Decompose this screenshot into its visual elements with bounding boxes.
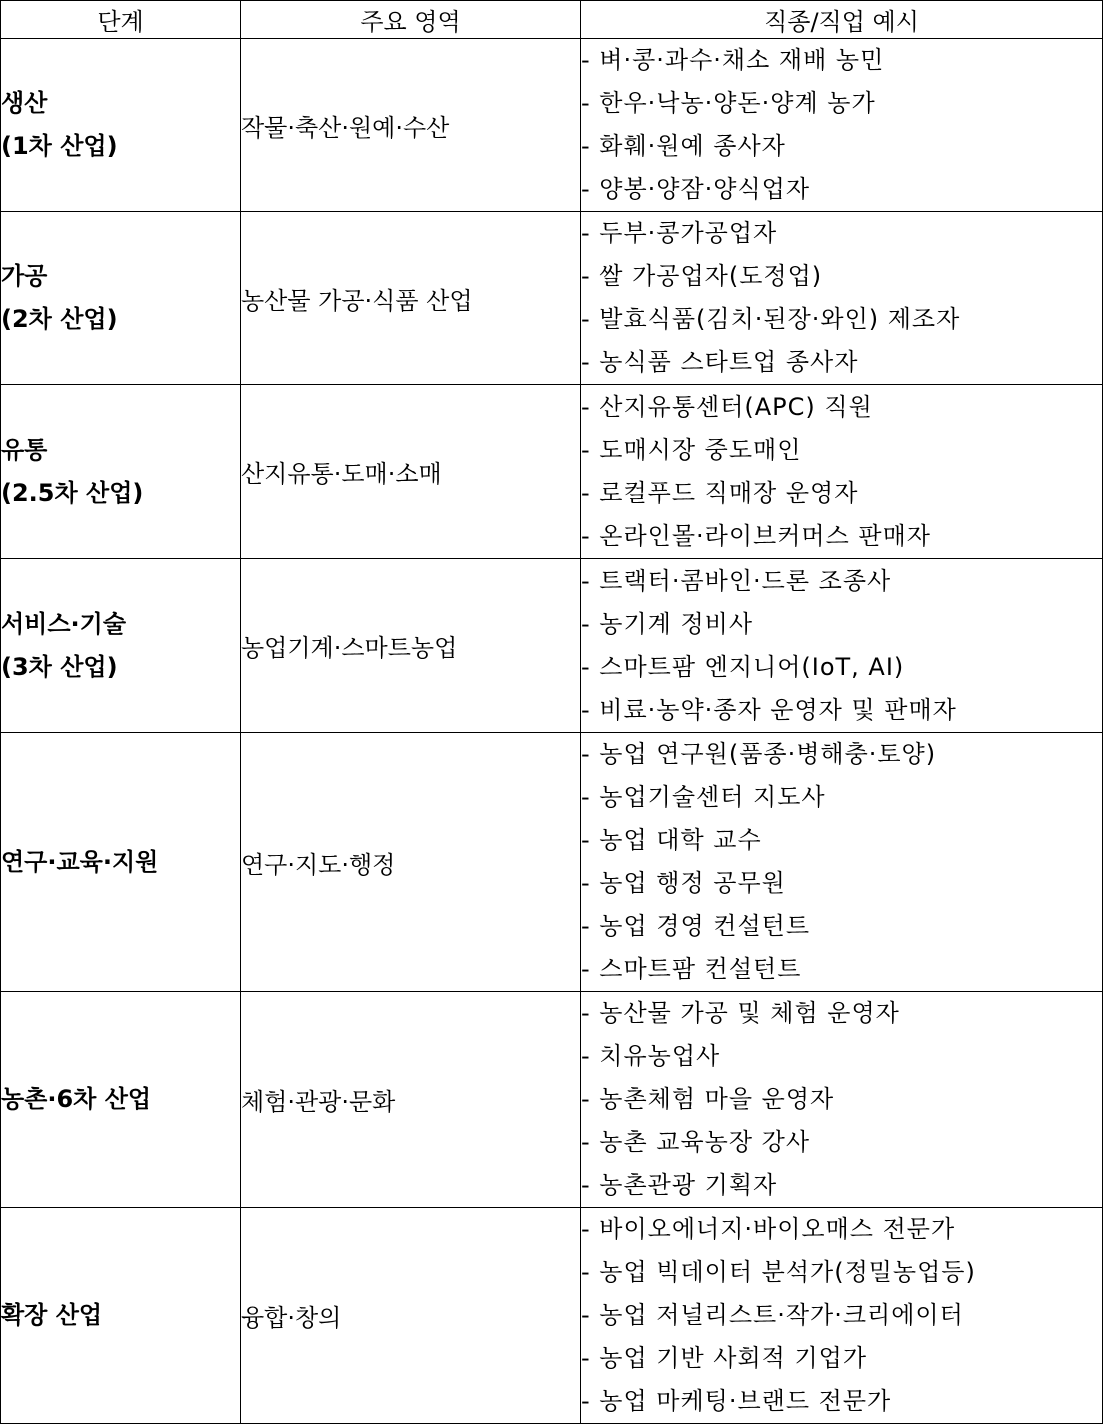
job-item: - 벼·콩·과수·채소 재배 농민 bbox=[581, 46, 885, 74]
jobs-cell bbox=[581, 212, 1103, 385]
job-item: - 발효식품(김치·된장·와인) 제조자 bbox=[581, 305, 961, 333]
table-header-row bbox=[1, 1, 1103, 39]
job-item: - 농업 연구원(품종·병해충·토양) bbox=[581, 740, 937, 768]
area-cell: 산지유통·도매·소매 bbox=[241, 385, 581, 559]
job-item: - 스마트팜 엔지니어(IoT, AI) bbox=[581, 652, 905, 681]
table-row bbox=[1, 992, 1103, 1208]
stage-cell bbox=[1, 992, 241, 1208]
jobs-cell bbox=[581, 1208, 1103, 1424]
job-item: - 양봉·양잠·양식업자 bbox=[581, 175, 811, 203]
header-stage: 단계 bbox=[1, 1, 241, 39]
header-area: 주요 영역 bbox=[241, 1, 581, 39]
stage-name: 확장 산업 bbox=[1, 1301, 103, 1329]
job-item: - 농업 빅데이터 분석가(정밀농업등) bbox=[581, 1258, 976, 1286]
job-item: - 농촌 교육농장 강사 bbox=[581, 1128, 811, 1156]
table-row bbox=[1, 385, 1103, 559]
jobs-cell bbox=[581, 559, 1103, 733]
jobs-cell bbox=[581, 385, 1103, 559]
stage-name: 농촌·6차 산업 bbox=[1, 1085, 152, 1113]
table-row bbox=[1, 559, 1103, 733]
job-item: - 바이오에너지·바이오매스 전문가 bbox=[581, 1215, 956, 1243]
table-row bbox=[1, 733, 1103, 992]
jobs-cell bbox=[581, 733, 1103, 992]
job-item: - 농촌체험 마을 운영자 bbox=[581, 1085, 835, 1113]
job-item: - 농업 행정 공무원 bbox=[581, 869, 786, 897]
stage-sector: (2.5차 산업) bbox=[1, 478, 144, 507]
stage-cell bbox=[1, 212, 241, 385]
area-cell: 체험·관광·문화 bbox=[241, 992, 581, 1208]
stage-name: 생산 bbox=[1, 89, 48, 117]
stage-cell bbox=[1, 385, 241, 559]
job-item: - 화훼·원예 종사자 bbox=[581, 132, 786, 160]
jobs-cell bbox=[581, 39, 1103, 212]
area-cell: 작물·축산·원예·수산 bbox=[241, 39, 581, 212]
stage-sector: (1차 산업) bbox=[1, 132, 118, 160]
stage-name: 서비스·기술 bbox=[1, 609, 127, 638]
stage-cell bbox=[1, 1208, 241, 1424]
job-item: - 치유농업사 bbox=[581, 1042, 721, 1070]
job-item: - 농업 대학 교수 bbox=[581, 826, 762, 854]
area-cell: 융합·창의 bbox=[241, 1208, 581, 1424]
job-item: - 농업 마케팅·브랜드 전문가 bbox=[581, 1387, 892, 1415]
job-item: - 농업 저널리스트·작가·크리에이터 bbox=[581, 1301, 964, 1329]
job-item: - 농식품 스타트업 종사자 bbox=[581, 348, 859, 376]
job-item: - 산지유통센터(APC) 직원 bbox=[581, 392, 873, 421]
job-item: - 쌀 가공업자(도정업) bbox=[581, 262, 823, 290]
header-jobs: 직종/직업 예시 bbox=[581, 1, 1103, 39]
area-cell: 연구·지도·행정 bbox=[241, 733, 581, 992]
stage-name: 연구·교육·지원 bbox=[1, 847, 159, 876]
stage-name: 유통 bbox=[1, 435, 48, 464]
stage-name: 가공 bbox=[1, 262, 48, 290]
job-item: - 로컬푸드 직매장 운영자 bbox=[581, 478, 859, 507]
stage-sector: (2차 산업) bbox=[1, 305, 118, 333]
jobs-cell bbox=[581, 992, 1103, 1208]
job-item: - 비료·농약·종자 운영자 및 판매자 bbox=[581, 695, 957, 724]
stage-cell bbox=[1, 39, 241, 212]
job-item: - 농업 경영 컨설턴트 bbox=[581, 912, 811, 940]
stage-sector: (3차 산업) bbox=[1, 652, 118, 681]
stage-cell bbox=[1, 559, 241, 733]
job-item: - 농기계 정비사 bbox=[581, 609, 754, 638]
job-item: - 스마트팜 컨설턴트 bbox=[581, 955, 802, 983]
job-item: - 농업 기반 사회적 기업가 bbox=[581, 1344, 868, 1372]
area-cell: 농산물 가공·식품 산업 bbox=[241, 212, 581, 385]
table-row bbox=[1, 39, 1103, 212]
job-item: - 트랙터·콤바인·드론 조종사 bbox=[581, 566, 892, 595]
stage-cell bbox=[1, 733, 241, 992]
job-item: - 한우·낙농·양돈·양계 농가 bbox=[581, 89, 876, 117]
job-item: - 온라인몰·라이브커머스 판매자 bbox=[581, 521, 931, 550]
area-cell: 농업기계·스마트농업 bbox=[241, 559, 581, 733]
table-row bbox=[1, 1208, 1103, 1424]
job-item: - 도매시장 중도매인 bbox=[581, 435, 802, 464]
job-item: - 농산물 가공 및 체험 운영자 bbox=[581, 999, 900, 1027]
job-item: - 농업기술센터 지도사 bbox=[581, 783, 826, 811]
table-row bbox=[1, 212, 1103, 385]
job-item: - 두부·콩가공업자 bbox=[581, 219, 778, 247]
job-item: - 농촌관광 기획자 bbox=[581, 1171, 778, 1199]
